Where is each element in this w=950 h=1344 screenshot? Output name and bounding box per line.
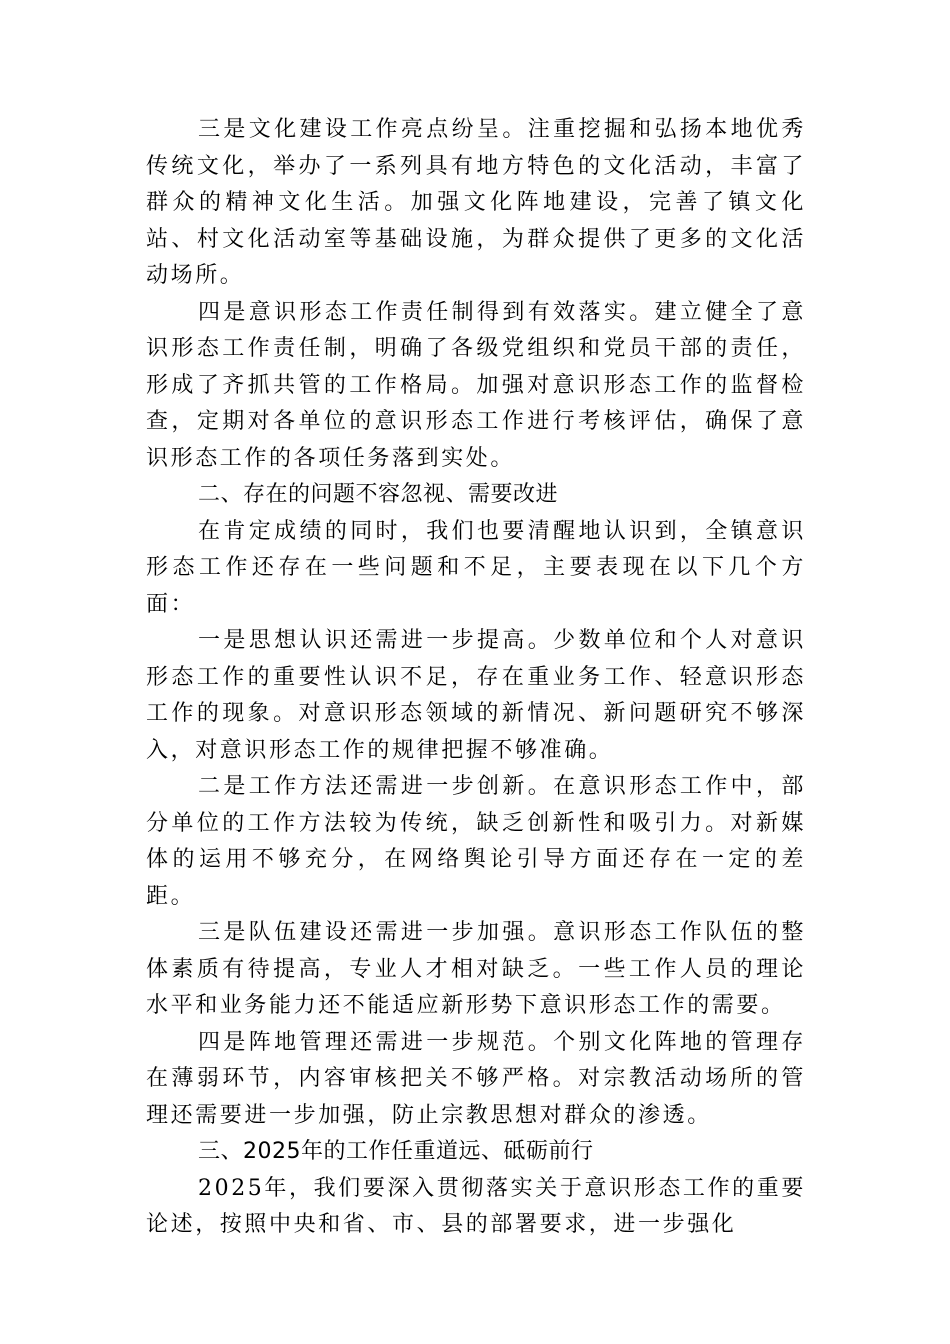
section-heading-problems: 二、存在的问题不容忽视、需要改进 xyxy=(198,482,559,507)
paragraph-culture-highlights: 三是文化建设工作亮点纷呈。注重挖掘和弘扬本地优秀传统文化，举办了一系列具有地方特色的文化活动，丰富了群众的精神文化生活。加强文化阵地建设，完善了镇文化站、村文化活动室等基础设施，为群众提供了更多的文化活动场所。 xyxy=(146,117,806,288)
paragraph-problem-awareness: 一是思想认识还需进一步提高。少数单位和个人对意识形态工作的重要性认识不足，存在重业务工作、轻意识形态工作的现象。对意识形态领域的新情况、新问题研究不够深入，对意识形态工作的规律把握不够准确。 xyxy=(146,628,806,763)
paragraph-responsibility-system: 四是意识形态工作责任制得到有效落实。建立健全了意识形态工作责任制，明确了各级党组织和党员干部的责任，形成了齐抓共管的工作格局。加强对意识形态工作的监督检查，定期对各单位的意识形态工作进行考核评估，确保了意识形态工作的各项任务落到实处。 xyxy=(146,299,806,471)
paragraph-problems-intro: 在肯定成绩的同时，我们也要清醒地认识到，全镇意识形态工作还存在一些问题和不足，主要表现在以下几个方面： xyxy=(146,518,806,617)
paragraph-2025-intro: 2025年，我们要深入贯彻落实关于意识形态工作的重要论述，按照中央和省、市、县的部署要求，进一步强化 xyxy=(146,1175,806,1237)
document-page xyxy=(146,112,806,1244)
paragraph-problem-venues: 四是阵地管理还需进一步规范。个别文化阵地的管理存在薄弱环节，内容审核把关不够严格。对宗教活动场所的管理还需要进一步加强，防止宗教思想对群众的渗透。 xyxy=(146,1029,806,1128)
paragraph-problem-team: 三是队伍建设还需进一步加强。意识形态工作队伍的整体素质有待提高，专业人才相对缺乏。一些工作人员的理论水平和业务能力还不能适应新形势下意识形态工作的需要。 xyxy=(146,920,806,1018)
paragraph-problem-methods: 二是工作方法还需进一步创新。在意识形态工作中，部分单位的工作方法较为传统，缺乏创新性和吸引力。对新媒体的运用不够充分，在网络舆论引导方面还存在一定的差距。 xyxy=(146,774,806,909)
section-heading-2025-tasks: 三、2025年的工作任重道远、砥砺前行 xyxy=(198,1139,594,1164)
